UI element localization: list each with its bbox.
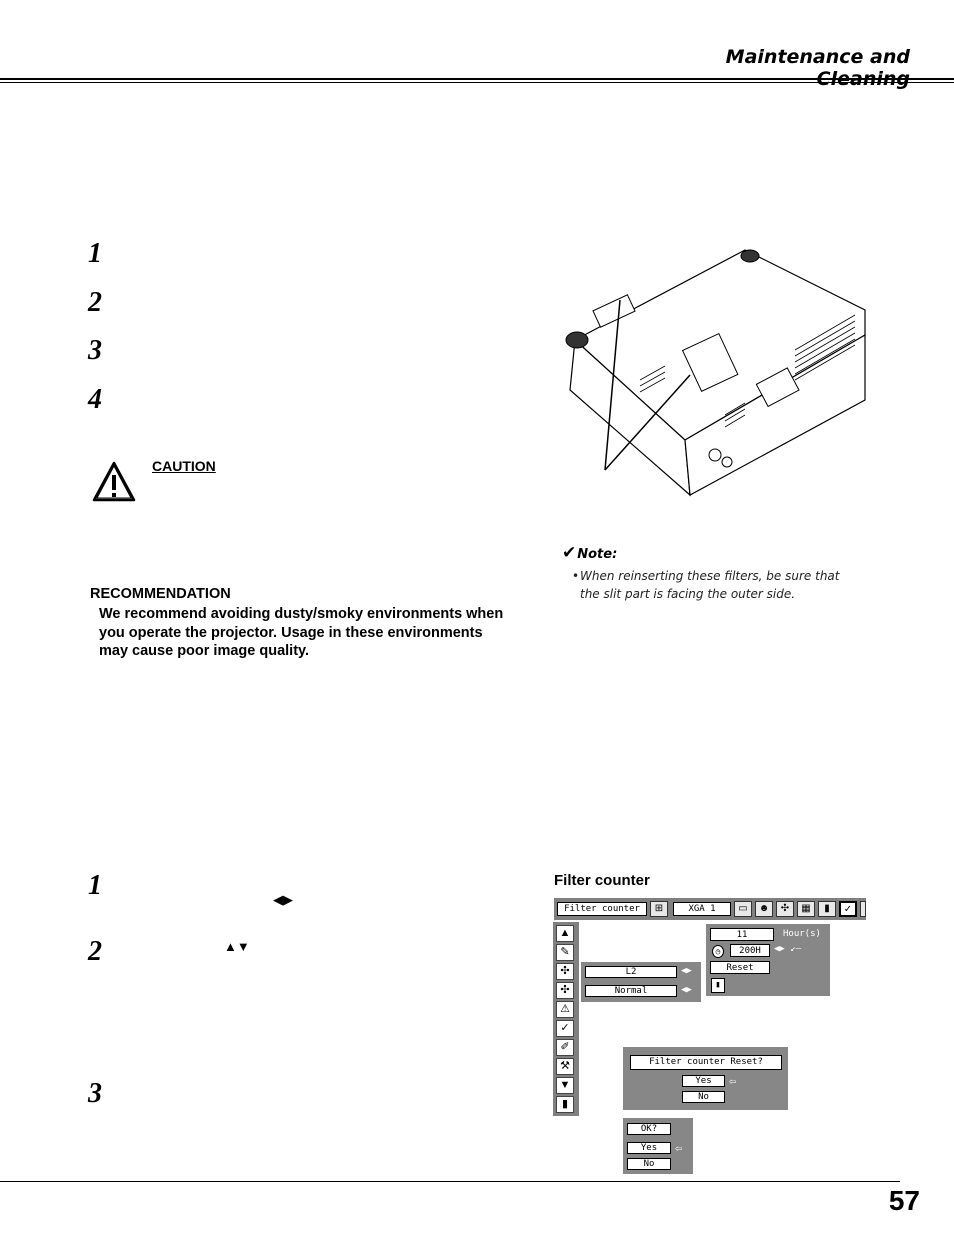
ok-no-button[interactable]: No xyxy=(627,1158,671,1170)
menu-icon-column xyxy=(553,922,579,1116)
ok-yes-button[interactable]: Yes xyxy=(627,1142,671,1154)
normal-arrow-icon[interactable]: ◀▶ xyxy=(681,985,692,995)
reset-dialog xyxy=(623,1047,788,1110)
reset-yes-button[interactable]: Yes xyxy=(682,1075,725,1087)
step-number-1-lower: 1 xyxy=(88,870,102,901)
filter-counter-label: Filter counter xyxy=(554,872,650,889)
timer-left-right-arrow-icon[interactable]: ◀▶ ↙— xyxy=(774,944,802,954)
check-icon[interactable]: ✓ xyxy=(556,1020,574,1037)
fan-icon-2[interactable]: ✣ xyxy=(556,982,574,999)
step-number-2-lower: 2 xyxy=(88,936,102,967)
input-source-box[interactable]: XGA 1 xyxy=(673,902,731,916)
hand-pointer-icon: ⇦ xyxy=(729,1074,737,1088)
reset-button[interactable]: Reset xyxy=(710,961,770,974)
hand-pointer-icon-2: ⇦ xyxy=(675,1141,683,1155)
note-bullet: • xyxy=(572,569,580,583)
ok-question: OK? xyxy=(627,1123,671,1135)
step-number-1: 1 xyxy=(88,238,102,269)
menu-title-box: Filter counter xyxy=(557,902,647,916)
hours-value: 11 xyxy=(710,928,774,941)
page-header-title: Maintenance and xyxy=(725,46,910,68)
left-right-arrow-icon: ◀▶ xyxy=(273,892,293,907)
up-down-arrow-icon: ▲▼ xyxy=(224,939,250,954)
wrench-icon[interactable]: ✎ xyxy=(556,944,574,961)
hours-unit: Hour(s) xyxy=(783,929,821,939)
fan-icon[interactable]: ✣ xyxy=(776,901,794,917)
note-body-text: When reinserting these filters, be sure that the slit part is facing the outer side. xyxy=(580,569,840,601)
clock-icon: ◷ xyxy=(712,945,724,958)
hours-panel xyxy=(706,924,830,996)
footer-rule xyxy=(0,1181,900,1182)
recommendation-title: RECOMMENDATION xyxy=(90,586,231,602)
header-rule xyxy=(0,78,954,80)
down-arrow-icon[interactable]: ▼ xyxy=(556,1077,574,1094)
exit-icon[interactable]: ▮ xyxy=(556,1096,574,1113)
header-rule-thin xyxy=(0,82,954,83)
warning-icon[interactable]: ⚠ xyxy=(556,1001,574,1018)
up-arrow-icon[interactable]: ▲ xyxy=(556,925,574,942)
menu-icon-1[interactable]: ⊞ xyxy=(650,901,668,917)
step-number-2: 2 xyxy=(88,287,102,318)
laptop-icon[interactable]: ▭ xyxy=(734,901,752,917)
reset-question: Filter counter Reset? xyxy=(630,1055,782,1070)
timer-value[interactable]: 200H xyxy=(730,944,770,957)
page-number: 57 xyxy=(888,1185,920,1216)
caution-label: CAUTION xyxy=(152,458,216,474)
exit-door-icon[interactable]: ▮ xyxy=(711,978,725,993)
l2-arrow-icon[interactable]: ◀▶ xyxy=(681,966,692,976)
reset-no-button[interactable]: No xyxy=(682,1091,725,1103)
filter-icon[interactable]: ✓ xyxy=(839,901,857,917)
pen-icon[interactable]: ✐ xyxy=(556,1039,574,1056)
people-icon[interactable]: ☻ xyxy=(755,901,773,917)
menu-icon-edge xyxy=(860,901,866,917)
menu-toolbar xyxy=(554,898,866,920)
picture-icon[interactable]: ▦ xyxy=(797,901,815,917)
recommendation-body: We recommend avoiding dusty/smoky environments when you operate the projector. Usage in these environments may cause poor image quality. xyxy=(99,606,504,659)
door-icon[interactable]: ▮ xyxy=(818,901,836,917)
note-text xyxy=(572,567,862,603)
normal-value[interactable]: Normal xyxy=(585,985,677,997)
lamp-settings-panel xyxy=(581,962,701,1002)
ok-dialog xyxy=(623,1118,693,1174)
note-title: ✔Note: xyxy=(562,543,618,563)
tools-icon[interactable]: ⚒ xyxy=(556,1058,574,1075)
check-mark-icon: ✔ xyxy=(562,543,577,563)
step-number-3-lower: 3 xyxy=(88,1078,102,1109)
warning-triangle-icon xyxy=(91,460,137,504)
step-number-3: 3 xyxy=(88,335,102,366)
step-number-4: 4 xyxy=(88,384,102,415)
fan-icon[interactable]: ✣ xyxy=(556,963,574,980)
l2-value[interactable]: L2 xyxy=(585,966,677,978)
projector-filter-illustration xyxy=(555,240,867,505)
